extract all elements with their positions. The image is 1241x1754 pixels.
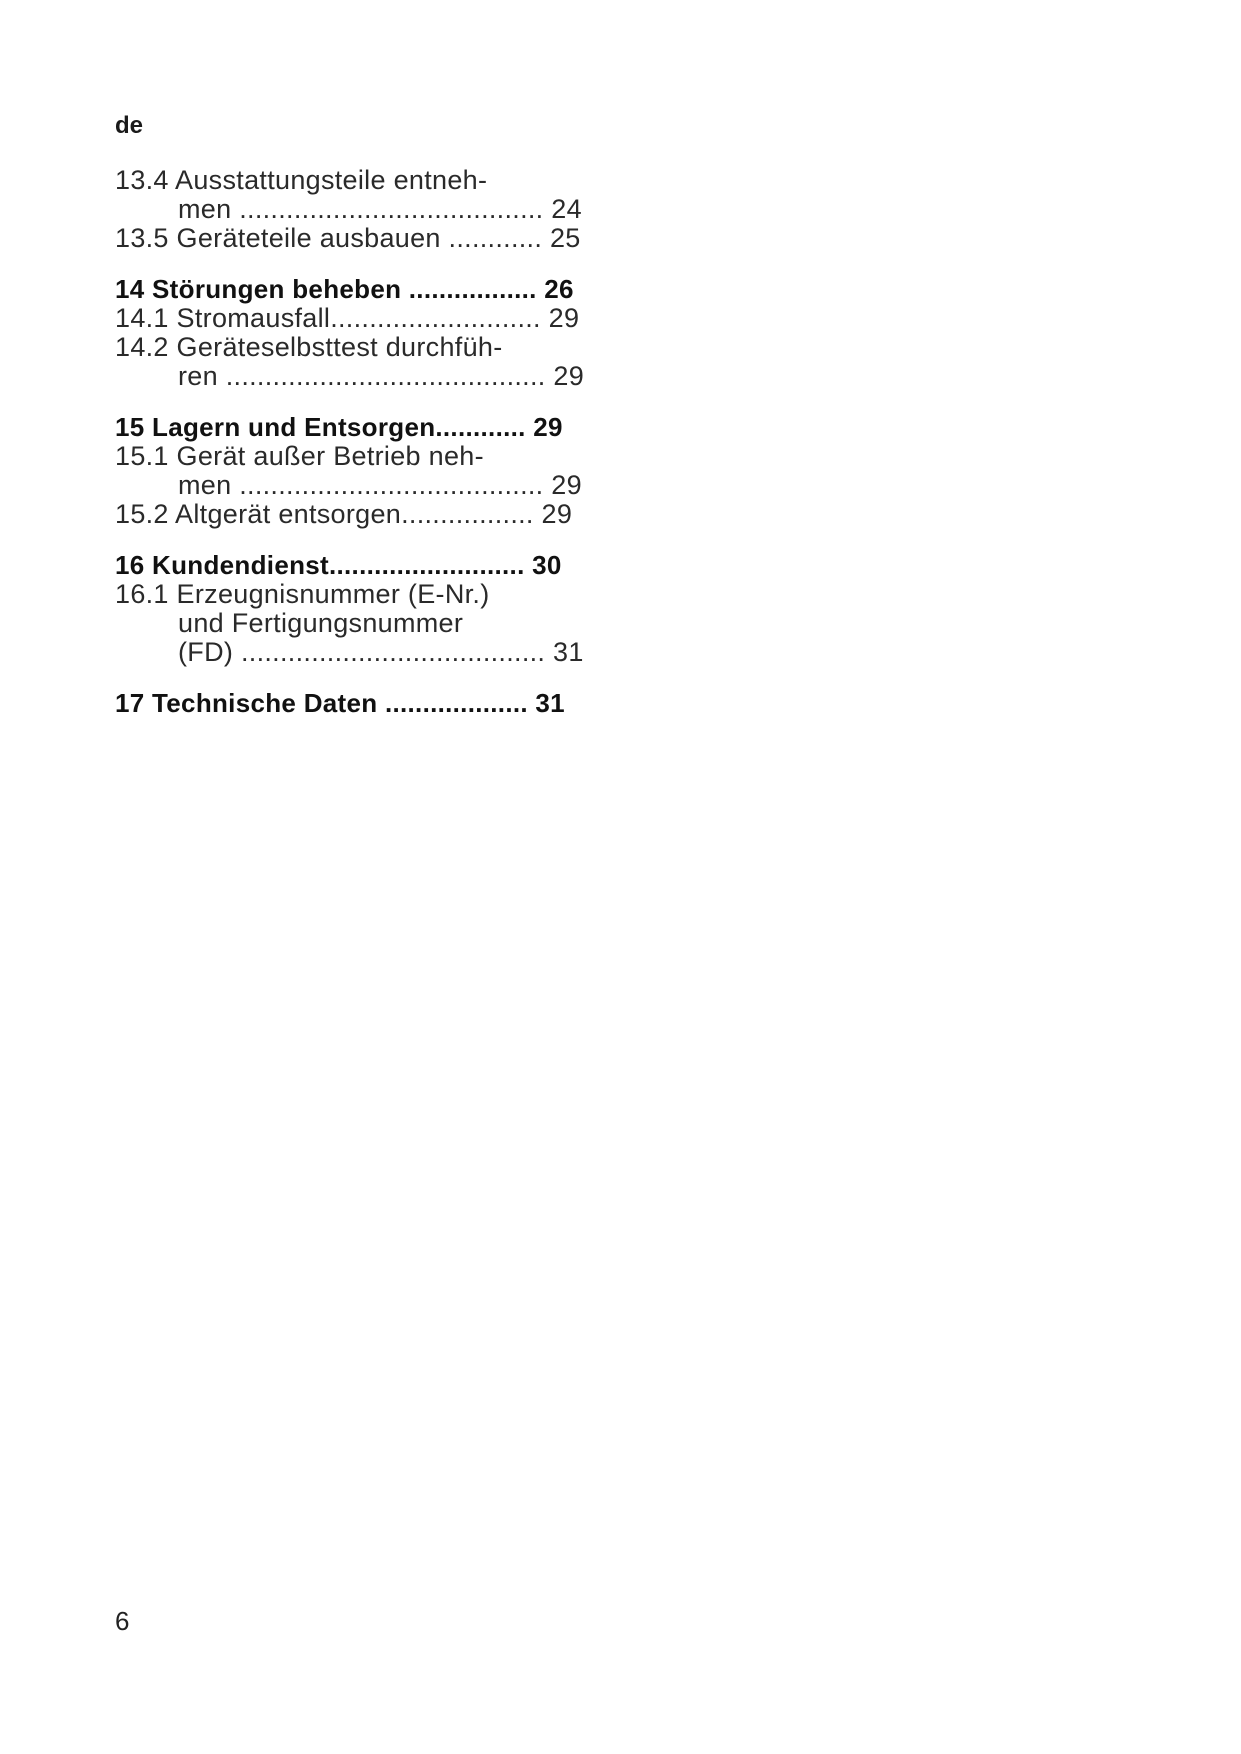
toc-entry-16-1[interactable]: 16.1 Erzeugnisnummer (E-Nr.) [115, 579, 490, 609]
toc-entry-16-1-cont-a[interactable] [115, 609, 615, 638]
toc-entry-15-1-cont[interactable] [115, 471, 615, 500]
toc-chapter-17[interactable]: 17 Technische Daten ................... 31 [115, 688, 565, 718]
toc-entry-15-1-cont-text: men ....................................... 29 [178, 470, 582, 500]
toc-entry-16-1-cont-b-text: (FD) ....................................... 31 [178, 637, 584, 667]
toc-entry-14-2-cont[interactable] [115, 362, 615, 391]
toc-chapter-16[interactable]: 16 Kundendienst.......................... 30 [115, 550, 562, 580]
toc-entry-16-1-cont-a-text: und Fertigungsnummer [178, 608, 464, 638]
toc-entry-13-5[interactable]: 13.5 Geräteteile ausbauen ............ 25 [115, 223, 581, 253]
toc-entry-13-4-cont[interactable] [115, 195, 615, 224]
language-code: de [115, 112, 144, 139]
toc-entry-14-2-cont-text: ren ......................................... 29 [178, 361, 585, 391]
table-of-contents [115, 166, 615, 718]
toc-chapter-15[interactable]: 15 Lagern und Entsorgen............ 29 [115, 412, 563, 442]
page-number: 6 [115, 1606, 130, 1636]
toc-chapter-14[interactable]: 14 Störungen beheben ................. 26 [115, 274, 574, 304]
toc-entry-16-1-cont-b[interactable] [115, 638, 615, 667]
toc-entry-14-2[interactable]: 14.2 Geräteselbsttest durchfüh- [115, 332, 503, 362]
toc-entry-15-1[interactable]: 15.1 Gerät außer Betrieb neh- [115, 441, 484, 471]
toc-entry-13-4[interactable]: 13.4 Ausstattungsteile entneh- [115, 165, 488, 195]
toc-entry-15-2[interactable]: 15.2 Altgerät entsorgen................. 29 [115, 499, 573, 529]
toc-entry-14-1[interactable]: 14.1 Stromausfall........................... 29 [115, 303, 580, 333]
toc-entry-13-4-cont-text: men ....................................... 24 [178, 194, 582, 224]
